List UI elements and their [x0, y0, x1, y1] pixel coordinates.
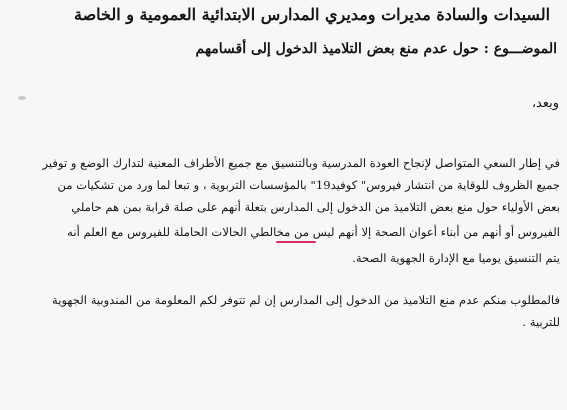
paragraph-1-line-3: بعض الأولياء حول منع بعض التلاميذ من الدخول إلى المدارس بتعلة أنهم على صلة قرابة بمن هم حاملي [71, 200, 560, 214]
paragraph-1-line-2: جميع الظروف للوقاية من انتشار فيروس" كوفيد19" بالمؤسسات التربوية ، و تبعا لما ورد من تشكيات من [57, 178, 560, 192]
subject-line: الموضـــوع : حول عدم منع بعض التلاميذ الدخول إلى أقسامهم [195, 41, 557, 57]
paragraph-2-line-1: فالمطلوب منكم عدم منع التلاميذ من الدخول إلى المدارس إن لم تتوفر لكم المعلومة من المندوبية الجهوية [52, 293, 560, 307]
addressee-heading: السيدات والسادة مديرات ومديري المدارس الابتدائية العمومية و الخاصة [74, 5, 551, 24]
paragraph-2-line-2: للتربية . [522, 315, 560, 329]
paragraph-1-line-4: الفيروس أو أنهم من أبناء أعوان الصحة إلا أنهم ليس من مخالطي الحالات الحاملة للفيروس مع العلم أنه [67, 225, 560, 239]
greeting: وبعد، [531, 96, 559, 111]
spellcheck-underline [276, 241, 316, 243]
scan-mark [18, 96, 26, 100]
paragraph-1-line-5: يتم التنسيق يوميا مع الإدارة الجهوية الصحة. [352, 251, 560, 265]
paragraph-1-line-1: في إطار السعي المتواصل لإنجاح العودة المدرسية وبالتنسيق مع جميع الأطراف المعنية لتدارك الوضع و توفير [42, 156, 560, 170]
